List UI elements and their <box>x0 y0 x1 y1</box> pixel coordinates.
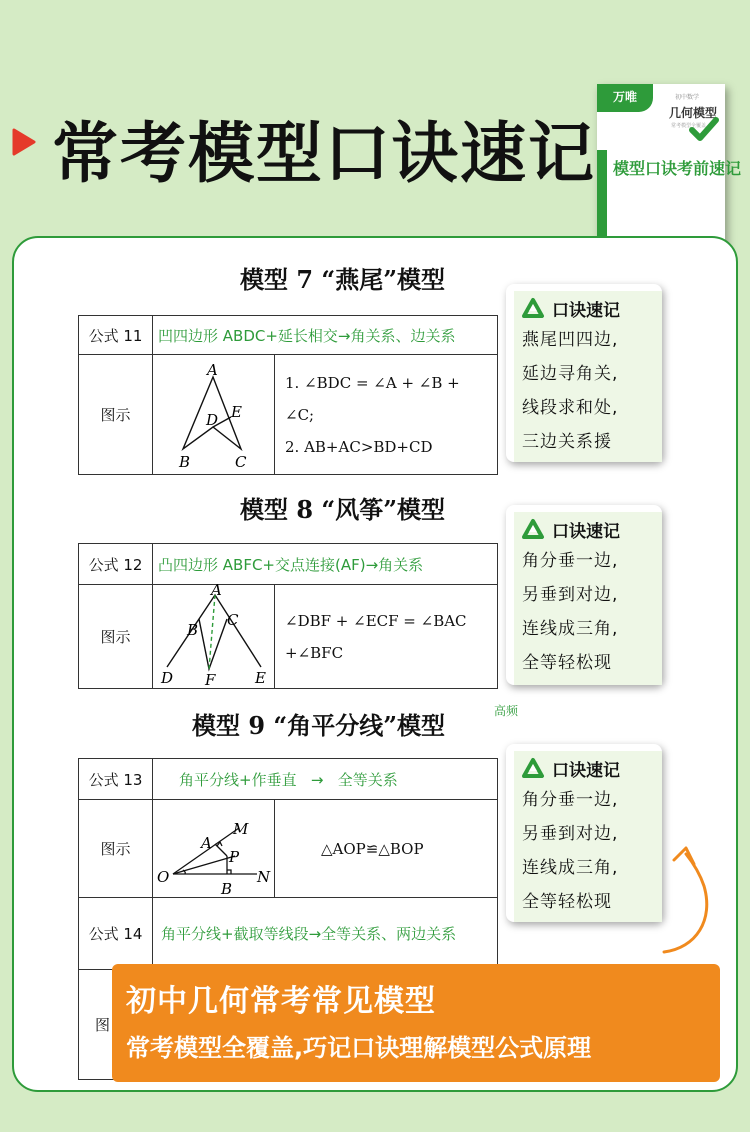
mnemonic-card-7 <box>506 284 662 462</box>
figure-label: 图 <box>79 970 153 1079</box>
book-small-top: 初中数学 <box>675 94 700 101</box>
banner-headline: 初中几何常考常见模型 <box>126 984 436 1019</box>
check-icon <box>689 116 719 142</box>
result-line: +∠BFC <box>285 643 344 662</box>
formula-label: 公式 14 <box>79 898 153 969</box>
point-a-label: A <box>201 834 212 852</box>
recycle-triangle-icon <box>522 758 544 778</box>
high-frequency-badge: 高频 <box>494 704 519 718</box>
model-8-table <box>78 543 498 689</box>
point-c-label: C <box>227 611 239 629</box>
point-e-label: E <box>231 403 242 421</box>
book-subtitle: 几何模型 <box>669 106 718 120</box>
mnemonic-line: 燕尾凹四边, <box>522 330 619 350</box>
point-d-label: D <box>161 669 174 687</box>
formula-label: 公式 12 <box>79 544 153 584</box>
mnemonic-heading: 口诀速记 <box>552 521 620 542</box>
point-o-label: O <box>157 868 170 886</box>
mnemonic-line: 连线成三角, <box>522 619 619 639</box>
book-brand: 万唯 <box>597 84 653 112</box>
recycle-triangle-icon <box>522 298 544 318</box>
formula-label: 公式 11 <box>79 316 153 354</box>
mnemonic-line: 连线成三角, <box>522 858 619 878</box>
point-m-label: M <box>233 820 249 838</box>
mnemonic-card-9 <box>506 744 662 922</box>
title-marker-icon <box>12 126 36 158</box>
formula-label: 公式 13 <box>79 759 153 799</box>
mnemonic-card-8 <box>506 505 662 685</box>
mnemonic-line: 角分垂一边, <box>522 551 619 571</box>
result-line: ∠C; <box>285 405 315 424</box>
point-b-label: B <box>221 880 233 898</box>
mnemonic-line: 另垂到对边, <box>522 824 619 844</box>
mnemonic-heading: 口诀速记 <box>552 760 620 781</box>
point-c-label: C <box>235 453 247 471</box>
kite-figure <box>153 581 275 689</box>
mnemonic-line: 全等轻松现 <box>522 892 612 912</box>
result-line: 1. ∠BDC = ∠A + ∠B + <box>285 373 460 392</box>
point-b-label: B <box>187 621 199 639</box>
mnemonic-line: 角分垂一边, <box>522 790 619 810</box>
result-line: 2. AB+AC>BD+CD <box>285 437 433 456</box>
mnemonic-line: 全等轻松现 <box>522 653 612 673</box>
angle-bisector-figure <box>153 800 275 897</box>
promo-banner <box>112 964 720 1082</box>
book-small-sub: 常考模型全覆盖 <box>671 123 707 129</box>
page-title: 常考模型口诀速记 <box>52 115 596 192</box>
point-d-label: D <box>206 411 219 429</box>
result-line: △AOP≌△BOP <box>321 839 424 858</box>
mnemonic-line: 延边寻角关, <box>522 364 619 384</box>
mnemonic-line: 线段求和处, <box>522 398 619 418</box>
result-line: ∠DBF + ∠ECF = ∠BAC <box>285 611 467 630</box>
point-f-label: F <box>205 671 216 689</box>
model-9-title: 模型 9 “角平分线”模型 <box>192 711 446 740</box>
formula-text: 凸四边形 ABFC+交点连接(AF)→角关系 <box>158 555 424 574</box>
point-p-label: P <box>229 848 240 866</box>
model-7-title: 模型 7 “燕尾”模型 <box>240 265 446 294</box>
figure-label: 图示 <box>79 800 153 897</box>
formula-text: 角平分线+作垂直 → 全等关系 <box>179 770 398 789</box>
recycle-triangle-icon <box>522 519 544 539</box>
banner-subline: 常考模型全覆盖,巧记口诀理解模型公式原理 <box>126 1034 592 1062</box>
mnemonic-line: 三边关系援 <box>522 432 612 452</box>
point-a-label: A <box>211 581 222 599</box>
formula-text: 凹四边形 ABDC+延长相交→角关系、边关系 <box>158 326 456 345</box>
model-7-table <box>78 315 498 475</box>
mnemonic-line: 另垂到对边, <box>522 585 619 605</box>
figure-label: 图示 <box>79 585 153 688</box>
model-8-title: 模型 8 “风筝”模型 <box>240 495 446 524</box>
swallowtail-figure <box>153 355 275 474</box>
formula-text: 角平分线+截取等线段→全等关系、两边关系 <box>161 924 457 943</box>
book-title: 模型口诀考前速记 <box>613 159 742 178</box>
figure-label: 图示 <box>79 355 153 474</box>
curved-arrow-icon <box>656 830 716 960</box>
point-e-label: E <box>255 669 266 687</box>
point-n-label: N <box>257 868 271 886</box>
point-a-label: A <box>207 361 218 379</box>
point-b-label: B <box>179 453 191 471</box>
mnemonic-heading: 口诀速记 <box>552 300 620 321</box>
